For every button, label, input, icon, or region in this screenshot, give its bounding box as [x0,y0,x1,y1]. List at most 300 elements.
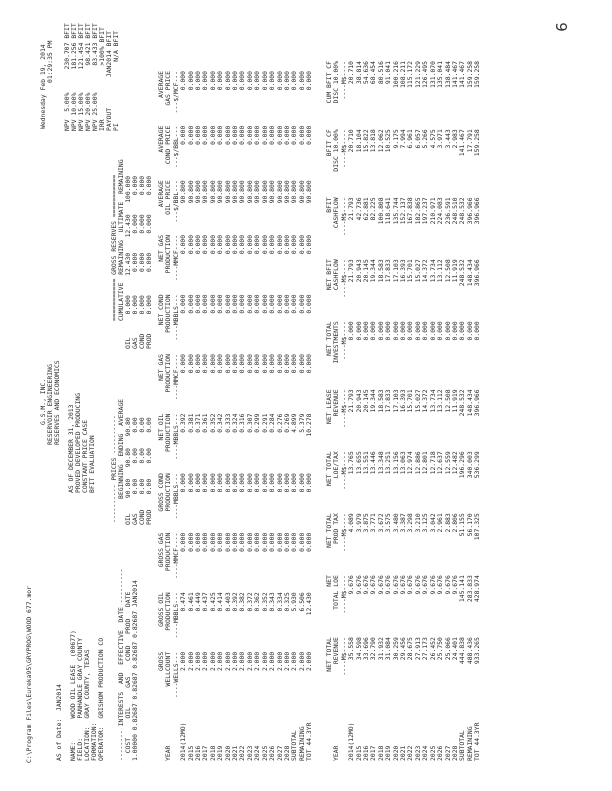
header-cell: PRODUCTION [164,413,173,453]
table-cell: 210.971 [428,197,437,225]
row-label: 2023 [413,745,422,761]
table-cell: 0.276 [275,413,284,433]
table-cell: 0.000 [450,321,459,341]
header-cell: GAS PRICE [164,71,173,106]
table-cell: 0.000 [260,125,269,145]
table-cell: 0.000 [290,71,299,91]
table-cell: 12.718 [428,451,437,475]
header-cell: PRODUCTION [164,592,173,631]
table-row [474,61,481,761]
table-cell: 2.000 [268,651,277,672]
header-cell: DISC 10.00% [332,129,341,172]
table-row [306,71,313,761]
header-cell: ----MMCF---- [171,353,180,401]
header-cell: CUM BFIT CF [325,61,333,104]
table-cell: 0.000 [260,294,269,314]
table-cell: 5.379 [297,413,306,433]
table-cell: 0.000 [297,473,306,493]
table-cell: 148.434 [465,389,474,417]
prices-row: OIL 90.80 90.80 90.80 [124,417,132,525]
row-label: 2024 [421,745,430,761]
table-cell: 0.461 [186,592,195,612]
table-cell: 0.000 [282,294,291,314]
table-cell: 17.103 [391,259,400,283]
table-cell: 0.000 [231,532,240,552]
table-cell: 0.000 [208,473,217,493]
table-cell: 0.000 [290,532,299,552]
table-cell: 3.443 [443,129,452,149]
row-label: 2025 [260,745,269,761]
row-label: 2024 [253,745,262,761]
table-cell: 0.000 [275,473,284,493]
table-cell: 0.000 [201,473,210,493]
table-cell: 2.000 [245,651,254,672]
table-cell: 0.000 [238,353,247,374]
table-cell: 0.000 [245,532,254,552]
table-cell: 19.344 [369,389,378,413]
table-cell: 0.000 [223,473,232,493]
table-cell: 0.000 [421,321,430,341]
table-cell: 0.000 [253,532,262,552]
table-cell: 9.676 [421,575,430,595]
table-cell: 0.000 [290,353,299,374]
table-cell: 248.532 [458,259,467,287]
table-cell: 0.000 [282,234,291,255]
row-label: 2027 [275,745,284,761]
table-cell: 90.800 [231,180,240,204]
table-cell: 0.361 [201,413,210,433]
table-cell: 0.000 [465,321,474,341]
header-cell: WELLCOUNT [164,651,173,687]
table-cell: 9.676 [413,575,422,595]
table-cell: 18.583 [376,259,385,283]
file-path: C:\Program Files\Eureka95\GRYPROG\WOOD 677.mor [25,586,33,763]
department: RESERVOIR ENGINEERING [46,364,54,445]
table-cell: 0.000 [201,353,210,374]
header-cell: ----MBBLS--- [171,294,180,341]
row-label: 2015 [354,745,363,761]
row-label: 2019 [216,745,225,761]
table-cell: 0.000 [186,294,195,314]
table-cell: 3.771 [369,513,378,533]
header-cell: PRODUCTION [164,234,173,274]
table-cell: 0.000 [253,353,262,374]
table-cell: 0.449 [194,592,203,612]
table-cell: 38.814 [354,61,363,85]
npv-row: NPV 5.00% 230.707 BFIT [63,23,71,131]
table-cell: 135.041 [436,61,445,88]
prices-row: GAS 0.00 0.00 0.00 [131,417,139,525]
row-label: 2018 [208,745,217,761]
row-label: REMAINING [465,726,474,761]
table-cell: 0.333 [223,413,232,433]
table-cell: 0.403 [223,592,232,612]
header-cell: GROSS [157,651,165,672]
table-cell: 0.000 [305,294,314,314]
table-cell: 0.000 [245,294,254,314]
table-cell: 0.000 [201,125,210,145]
table-cell: 0.000 [201,234,210,255]
table-cell: 2.000 [290,651,299,672]
lease-formation: FORMATION: [90,722,98,761]
table-cell: 13.818 [369,129,378,153]
table-cell: 197.237 [421,197,430,225]
table-cell: 141.467 [450,61,459,88]
table-cell: 396.966 [465,197,474,225]
table-cell: 0.381 [186,413,195,433]
table-cell: 182.865 [413,197,422,225]
table-cell: 9.676 [362,575,371,595]
table-cell: 90.800 [245,180,254,204]
row-label: 2020 [223,745,232,761]
table-cell: 0.000 [179,234,188,255]
row-label: SUBTOTAL [290,730,299,761]
table-cell: 145.141 [458,575,467,603]
header-cell: ----MMCF---- [171,234,180,282]
row-label: 2023 [245,745,254,761]
table-cell: 0.000 [376,321,385,341]
lease-name: NAME: WOOD OIL LEASE (00677) [69,630,77,761]
header-cell: ----M$---- [339,575,348,614]
table-cell: 0.000 [231,294,240,314]
table-cell: 148.434 [465,259,474,287]
table-cell: 0.000 [275,294,284,314]
table-cell: 13.551 [362,451,371,475]
row-label: 2019 [384,745,393,761]
table-cell: 428.974 [473,575,482,603]
table-cell: 90.800 [260,180,269,204]
table-cell: 0.269 [282,413,291,433]
table-cell: 12.062 [376,129,385,153]
table-cell: 0.000 [458,321,467,341]
table-cell: 107.325 [473,513,482,541]
table-cell: 141.467 [458,129,467,157]
table-cell: 0.382 [238,592,247,612]
table-cell: 2.000 [275,651,284,672]
header-cell: ----M$---- [339,513,348,552]
reserve-category: PROVED DEVELOPED PRODUCING [74,392,82,493]
header-cell: OIL PRICE [164,180,173,215]
page-number: 9 [551,22,570,32]
table-cell: 6.506 [297,592,306,612]
table-cell: 3.979 [354,513,363,533]
table-cell: 9.676 [443,575,452,595]
table-cell: 30.259 [391,637,400,661]
header-cell: PROD TAX [332,513,341,545]
header-cell: NET TOTAL [325,513,333,548]
table-cell: 5.266 [421,129,430,149]
table-cell: 13.063 [399,451,408,475]
row-label: REMAINING [297,726,306,761]
table-cell: 28.675 [406,637,415,661]
header-cell: PRODUCTION [164,473,173,512]
table-cell: 100.808 [376,197,385,225]
header-cell: REVENUE [332,637,341,665]
table-cell: 24.401 [450,637,459,661]
table-cell: 0.000 [297,125,306,145]
table-cell: 13.734 [428,259,437,283]
header-cell: INVESTMENTS [332,321,341,364]
header-cell: ---$/MCF--- [171,71,180,114]
row-label: 2022 [238,745,247,761]
table-cell: 56.170 [465,513,474,537]
table-cell: 9.676 [406,575,415,595]
table-cell: 0.000 [473,321,482,341]
table-cell: 3.125 [421,513,430,533]
row-label: 2021 [399,745,408,761]
table-cell: 0.000 [347,321,356,341]
table-cell: 0.000 [290,473,299,493]
prices-columns: BEGINNING ENDING AVERAGE [117,398,125,499]
table-cell: 167.838 [406,197,415,225]
table-cell: 31.084 [384,637,393,661]
table-cell: 0.000 [282,532,291,552]
table-cell: 0.000 [223,71,232,91]
table-cell: 9.676 [376,575,385,595]
table-cell: 2.000 [238,651,247,672]
table-cell: 0.000 [238,532,247,552]
table-cell: 42.736 [354,197,363,221]
table-cell: 32.790 [369,637,378,661]
npv-row: PI N/A BFIT [112,30,120,131]
table-cell: 0.000 [245,353,254,374]
table-cell: 0.474 [179,592,188,612]
table-cell: 3.480 [391,513,400,533]
table-cell: 0.000 [275,234,284,255]
table-cell: 0.000 [231,234,240,255]
table-cell: 0.000 [362,321,371,341]
production-table [158,71,314,761]
header-cell: YEAR [332,745,341,761]
table-cell: 0.000 [268,353,277,374]
header-cell: CASHFLOW [332,259,341,291]
table-cell: 0.000 [186,125,195,145]
table-cell: 4.575 [428,129,437,149]
table-cell: 0.000 [186,234,195,255]
table-cell: 25.750 [436,637,445,661]
table-cell: 0.352 [208,413,217,433]
table-cell: 16.393 [399,389,408,413]
table-cell: 0.000 [186,353,195,374]
row-label: 2026 [436,745,445,761]
table-cell: 9.676 [391,575,400,595]
table-cell: 0.000 [179,71,188,91]
header-cell: ----M$---- [339,129,348,168]
table-cell: 0.000 [305,234,314,255]
header-cell: AVERAGE [157,71,165,98]
table-cell: 0.307 [245,413,254,433]
row-label: 2016 [194,745,203,761]
table-cell: 0.437 [201,592,210,612]
table-cell: 0.414 [216,592,225,612]
row-label: 2017 [201,745,210,761]
table-cell: 14.372 [421,389,430,413]
table-cell: 0.000 [216,125,225,145]
header-cell: NET COND [157,294,165,326]
cashflow-table [326,61,482,761]
table-cell: 0.000 [354,321,363,341]
table-cell: 0.000 [399,321,408,341]
header-cell: NET BFIT [325,259,333,291]
header-cell: ----MMCF---- [171,532,180,579]
table-cell: 90.800 [201,180,210,204]
table-cell: 12.508 [443,389,452,413]
table-cell: 2.000 [305,651,314,672]
table-cell: 2.000 [208,651,217,672]
table-cell: 0.000 [216,234,225,255]
prices-header: ---------- PRICES ---------- [110,415,118,523]
table-cell: 0.000 [231,473,240,493]
header-cell: DISC 10.00% [332,61,341,104]
table-cell: 0.372 [245,592,254,612]
header-cell: PRODUCTION [164,353,173,393]
table-cell: 15.027 [413,259,422,283]
table-cell: 0.000 [194,473,203,493]
table-cell: 0.000 [201,294,210,314]
table-cell: 27.173 [421,637,430,661]
header-cell: ----M$---- [339,61,348,100]
table-cell: 15.701 [406,389,415,413]
table-cell: 0.352 [260,592,269,612]
npv-row: NPV 20.00% 98.421 BFIT [84,23,92,131]
header-cell: GROSS OIL [157,592,165,627]
table-cell: 0.000 [223,234,232,255]
table-cell: 31.932 [376,637,385,661]
table-cell: 0.000 [305,353,314,374]
table-cell: 444.838 [458,637,467,665]
table-cell: 2.000 [186,651,195,672]
table-cell: 0.000 [290,125,299,145]
header-cell: ----M$---- [339,389,348,428]
table-cell: 13.112 [436,259,445,283]
table-cell: 0.000 [268,71,277,91]
table-cell: 10.278 [305,413,314,437]
table-cell: 90.800 [238,180,247,204]
table-cell: 90.800 [275,180,284,204]
table-cell: 0.000 [179,532,188,552]
header-cell: YEAR [164,745,173,761]
lease-field: FIELD: PANHANDLE GRAY COUNTY [76,637,84,761]
table-cell: 13.446 [369,451,378,475]
table-cell: 0.000 [297,353,306,374]
table-cell: 0.000 [231,71,240,91]
table-cell: 0.000 [186,532,195,552]
table-cell: 159.258 [465,61,474,88]
header-cell: ----WELLS--- [171,651,180,698]
table-cell: 0.000 [290,234,299,255]
header-cell: ----M$---- [339,451,348,490]
table-cell: 3.042 [428,513,437,533]
npv-row: IRR >100% BFIT [98,27,106,131]
table-cell: 0.000 [253,294,262,314]
table-cell: 19.344 [369,259,378,283]
table-cell: 9.175 [391,129,400,149]
table-cell: 0.000 [305,532,314,552]
table-cell: 18.104 [354,129,363,153]
row-label: 2015 [186,745,195,761]
table-cell: 131.070 [428,61,437,88]
table-cell: 0.000 [297,71,306,91]
table-cell: 3.298 [406,513,415,533]
table-cell: 0.000 [297,532,306,552]
interests-values: 1.00000 0.82687 0.82687 0.82687 0.82687 JAN2014 [131,580,139,761]
table-cell: 27.913 [413,637,422,661]
table-cell: 0.000 [406,321,415,341]
table-cell: 0.000 [194,234,203,255]
npv-row: PAYOUT JAN2014 BFIT [105,30,113,131]
table-cell: 0.000 [391,321,400,341]
header-cell: ----MBBLS--- [171,413,180,460]
table-cell: 0.000 [208,234,217,255]
table-cell: 100.216 [391,61,400,88]
table-cell: 90.800 [305,180,314,204]
table-cell: 0.000 [223,353,232,374]
lease-operator: OPERATOR: GRISHOM PRODUCTION CO [97,637,105,761]
table-cell: 90.800 [208,180,217,204]
table-cell: 0.000 [260,71,269,91]
table-cell: 0.000 [253,234,262,255]
table-cell: 0.000 [201,71,210,91]
table-cell: 20.943 [354,389,363,413]
table-cell: 82.225 [369,197,378,221]
table-cell: 0.000 [245,71,254,91]
table-cell: 488.436 [465,637,474,665]
header-cell: GROSS GAS [157,532,165,568]
row-label: SUBTOTAL [458,730,467,761]
run-date: Wednesday Feb 19, 2014 [39,44,47,129]
table-cell: 108.211 [399,61,408,88]
table-cell: 0.000 [208,71,217,91]
table-cell: 21.793 [347,389,356,413]
table-cell: 91.041 [384,61,393,85]
reserves-row: OIL 0.000 12.430 12.430 100.000 [124,175,132,349]
table-cell: 3.387 [399,513,408,533]
table-cell: 135.744 [391,197,400,225]
table-cell: 396.966 [473,259,482,287]
table-cell: 0.000 [194,125,203,145]
table-cell: 283.833 [465,575,474,603]
table-cell: 152.137 [399,197,408,225]
table-cell: 0.000 [216,353,225,374]
table-cell: 236.591 [443,197,452,225]
table-cell: 0.392 [231,592,240,612]
table-cell: 2.000 [223,651,232,672]
table-cell: 13.112 [436,389,445,413]
table-cell: 17.833 [384,389,393,413]
row-label: 2026 [268,745,277,761]
table-cell: 0.000 [297,234,306,255]
table-cell: 12.637 [436,451,445,475]
row-label: 2020 [391,745,400,761]
table-cell: 17.833 [384,259,393,283]
table-cell: 17.103 [391,389,400,413]
table-cell: 0.000 [238,234,247,255]
table-cell: 13.348 [376,451,385,475]
table-cell: 118.641 [384,197,393,225]
table-cell: 0.000 [282,71,291,91]
table-cell: 0.000 [268,473,277,493]
table-cell: 196.296 [458,451,467,479]
run-time: 01:29:35 PM [46,40,54,83]
table-cell: 4.089 [347,513,356,533]
header-cell: NET TOTAL [325,637,333,672]
npv-row: NPV 25.00% 83.433 BFIT [91,23,99,131]
table-cell: 0.000 [260,473,269,493]
table-cell: 13.251 [384,451,393,475]
table-cell: 0.000 [297,294,306,314]
reserves-row: COND 0.000 0.000 0.000 0.000 [138,175,146,349]
table-cell: 0.000 [238,125,247,145]
